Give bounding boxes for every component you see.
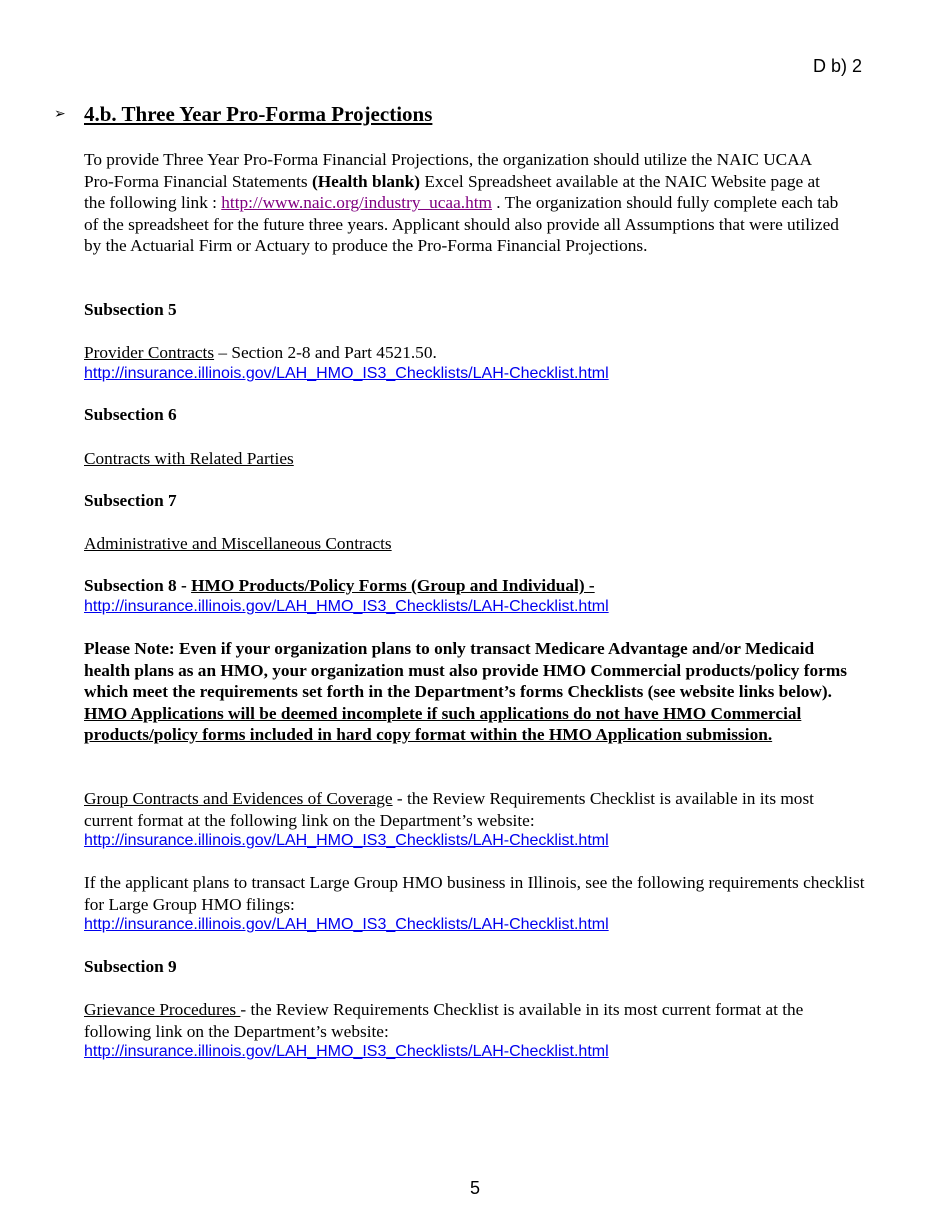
please-note-paragraph [84,638,859,746]
intro-text-1: To provide Three Year Pro-Forma Financial Projections, the organization should utilize the NAIC UCAA Pro-Forma Financial Statements [84,150,812,191]
grievance-label: Grievance Procedures [84,1000,241,1019]
intro-paragraph [84,149,844,257]
subsection-5-heading: Subsection 5 [84,300,177,319]
subsection-8-link[interactable]: http://insurance.illinois.gov/LAH_HMO_IS3_Checklists/LAH-Checklist.html [84,598,609,615]
subsection-8-label: Subsection 8 - [84,576,192,595]
subsection-7-heading: Subsection 7 [84,491,177,510]
please-note-text: Please Note: Even if your organization plans to only transact Medicare Advantage and/or Medicaid health plans as an HMO, your organization must also provide HMO Commercial products/policy forms which meet the requirements set forth in the Department’s forms Checklists (see website links below). [84,639,847,701]
subsection-5-link[interactable]: http://insurance.illinois.gov/LAH_HMO_IS3_Checklists/LAH-Checklist.html [84,365,609,382]
large-group-link[interactable]: http://insurance.illinois.gov/LAH_HMO_IS3_Checklists/LAH-Checklist.html [84,916,609,933]
provider-contracts-text: – Section 2-8 and Part 4521.50. [214,343,437,362]
group-contracts-paragraph [84,788,864,831]
provider-contracts-item [84,342,437,364]
related-parties-label: Contracts with Related Parties [84,449,294,468]
naic-link[interactable]: http://www.naic.org/industry_ucaa.htm [221,193,492,212]
hmo-products-label: HMO Products/Policy Forms (Group and Individual) - [191,576,595,595]
provider-contracts-label: Provider Contracts [84,343,215,362]
subsection-9-heading: Subsection 9 [84,957,177,976]
page-reference: D b) 2 [812,56,862,76]
subsection-9-link[interactable]: http://insurance.illinois.gov/LAH_HMO_IS3_Checklists/LAH-Checklist.html [84,1043,609,1060]
group-contracts-text: - the Review Requirements Checklist is available in its most current format at the following link on the Department’s website: [84,789,814,830]
health-blank-label: (Health blank) [311,171,421,191]
section-title: 4.b. Three Year Pro-Forma Projections [84,102,433,126]
subsection-8-heading [84,575,595,597]
page-number: 5 [469,1178,480,1198]
subsection-6-heading: Subsection 6 [84,405,177,424]
group-contracts-link[interactable]: http://insurance.illinois.gov/LAH_HMO_IS3_Checklists/LAH-Checklist.html [84,832,609,849]
admin-contracts-label: Administrative and Miscellaneous Contracts [84,534,392,553]
intro-text-2: Excel Spreadsheet available at the NAIC Website page at the following link : [84,171,820,212]
bullet-arrow-icon: ➢ [54,107,66,122]
grievance-paragraph [84,999,874,1042]
grievance-text: - the Review Requirements Checklist is available in its most current format at the following link on the Department’s website: [84,1000,804,1041]
intro-text-3: . The organization should fully complete each tab of the spreadsheet for the future three years. Applicant should also provide all Assumptions that were utilized by the Actuarial Firm or Actuary to produce the Pro-Forma Financial Projections. [84,193,839,255]
group-contracts-label: Group Contracts and Evidences of Coverage [84,789,393,808]
large-group-paragraph: If the applicant plans to transact Large Group HMO business in Illinois, see the following requirements checklist for Large Group HMO filings: [84,873,865,914]
please-note-warning: HMO Applications will be deemed incomplete if such applications do not have HMO Commercial products/policy forms included in hard copy format within the HMO Application submission. [84,703,802,744]
